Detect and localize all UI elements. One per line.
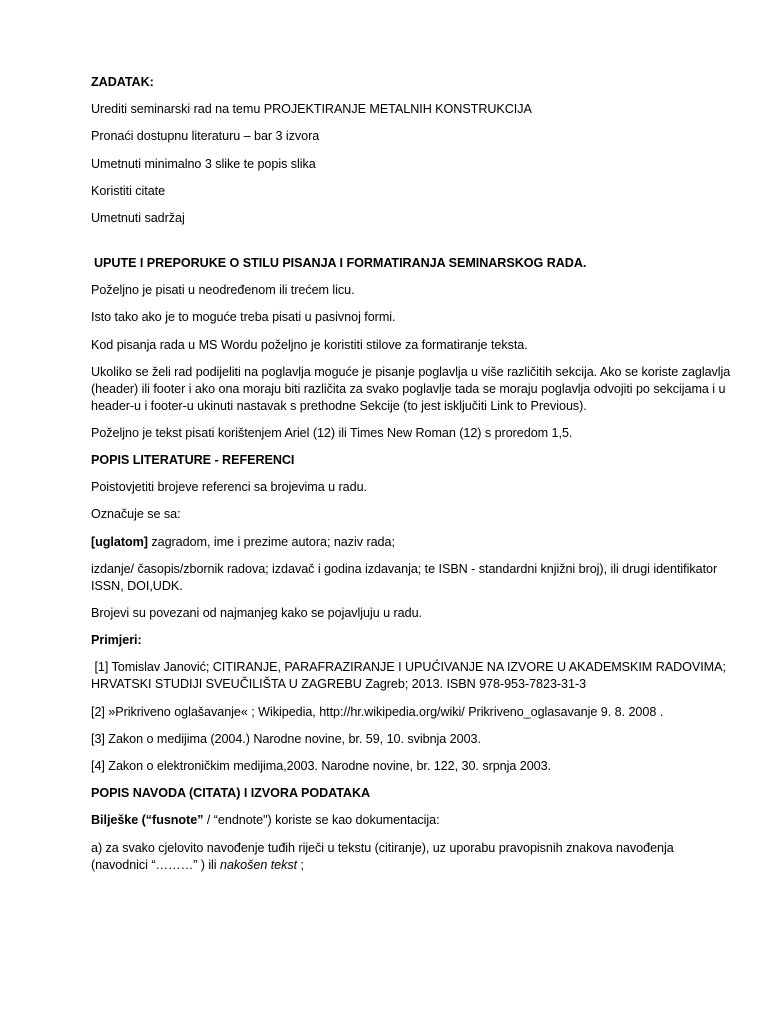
examples-label: Primjeri: [91,633,142,648]
style-paragraph: Poželjno je pisati u neodređenom ili trećem licu. [91,283,355,298]
reference-example: [4] Zakon o elektroničkim medijima,2003. Narodne novine, br. 122, 30. srpnja 2003. [91,758,552,773]
item-a-end: ; [297,857,304,872]
task-item: Pronaći dostupnu literaturu – bar 3 izvora [91,129,320,144]
notes-line [91,812,731,829]
style-heading: UPUTE I PREPORUKE O STILU PISANJA I FORMATIRANJA SEMINARSKOG RADA. [94,255,587,270]
document-page [91,74,731,884]
reference-example: [1] Tomislav Janović; CITIRANJE, PARAFRAZIRANJE I UPUĆIVANJE NA IZVORE U AKADEMSKIM RADOVIMA; HRVATSKI STUDIJI SVEUČILIŠTA U ZAGREBU Zagreb; 2013. ISBN 978-953-7823-31-3 [91,660,730,692]
style-paragraph: Isto tako ako je to moguće treba pisati u pasivnoj formi. [91,310,396,325]
reference-example: [2] »Prikriveno oglašavanje« ; Wikipedia, http://hr.wikipedia.org/wiki/ Prikriveno_oglasavanje 9. 8. 2008 . [91,704,664,719]
style-paragraph: Poželjno je tekst pisati korištenjem Ariel (12) ili Times New Roman (12) s proredom 1,5. [91,425,573,440]
references-heading: POPIS LITERATURE - REFERENCI [91,453,295,468]
notes-rest: / “endnote") koriste se kao dokumentacija: [203,813,440,828]
reference-example: [3] Zakon o medijima (2004.) Narodne novine, br. 59, 10. svibnja 2003. [91,731,481,746]
task-item: Urediti seminarski rad na temu PROJEKTIRANJE METALNIH KONSTRUKCIJA [91,102,532,117]
format-text: zagradom, ime i prezime autora; naziv rada; [147,534,395,549]
item-a-text: a) za svako cjelovito navođenje tuđih riječi u tekstu (citiranje), uz uporabu pravopisnih znakova navođenja (navodnici “………” ) ili [91,840,674,872]
references-format-line [91,534,731,551]
task-item: Umetnuti minimalno 3 slike te popis slika [91,156,316,171]
item-a-italic: nakošen tekst [220,857,298,872]
references-paragraph: izdanje/ časopis/zbornik radova; izdavač i godina izdavanja; te ISBN - standardni knjižni broj), ili drugi identifikator ISSN, DOI,UDK. [91,561,718,593]
task-item: Koristiti citate [91,183,166,198]
bracket-label: [uglatom] [91,534,148,549]
references-paragraph: Označuje se sa: [91,507,181,522]
style-paragraph: Kod pisanja rada u MS Wordu poželjno je koristiti stilove za formatiranje teksta. [91,337,528,352]
citation-item-a [91,840,731,874]
references-paragraph: Brojevi su povezani od najmanjeg kako se pojavljuju u radu. [91,606,422,620]
citations-heading: POPIS NAVODA (CITATA) I IZVORA PODATAKA [91,786,371,801]
task-heading: ZADATAK: [91,75,154,89]
references-paragraph: Poistovjetiti brojeve referenci sa brojevima u radu. [91,480,367,495]
style-paragraph: Ukoliko se želi rad podijeliti na poglavlja moguće je pisanje poglavlja u više različitih sekcija. Ako se koriste zaglavlja (header) ili footer i ako ona moraju biti različita za svako poglavlje tada se moraju poglavlja odvojiti po sekcijama i u header-u i footer-u ukinuti nastavak s prethodne Sekcije (to jest isključiti Link to Previous). [91,364,731,413]
notes-bold: Bilješke (“fusnote” [91,813,204,828]
task-item: Umetnuti sadržaj [91,210,185,225]
